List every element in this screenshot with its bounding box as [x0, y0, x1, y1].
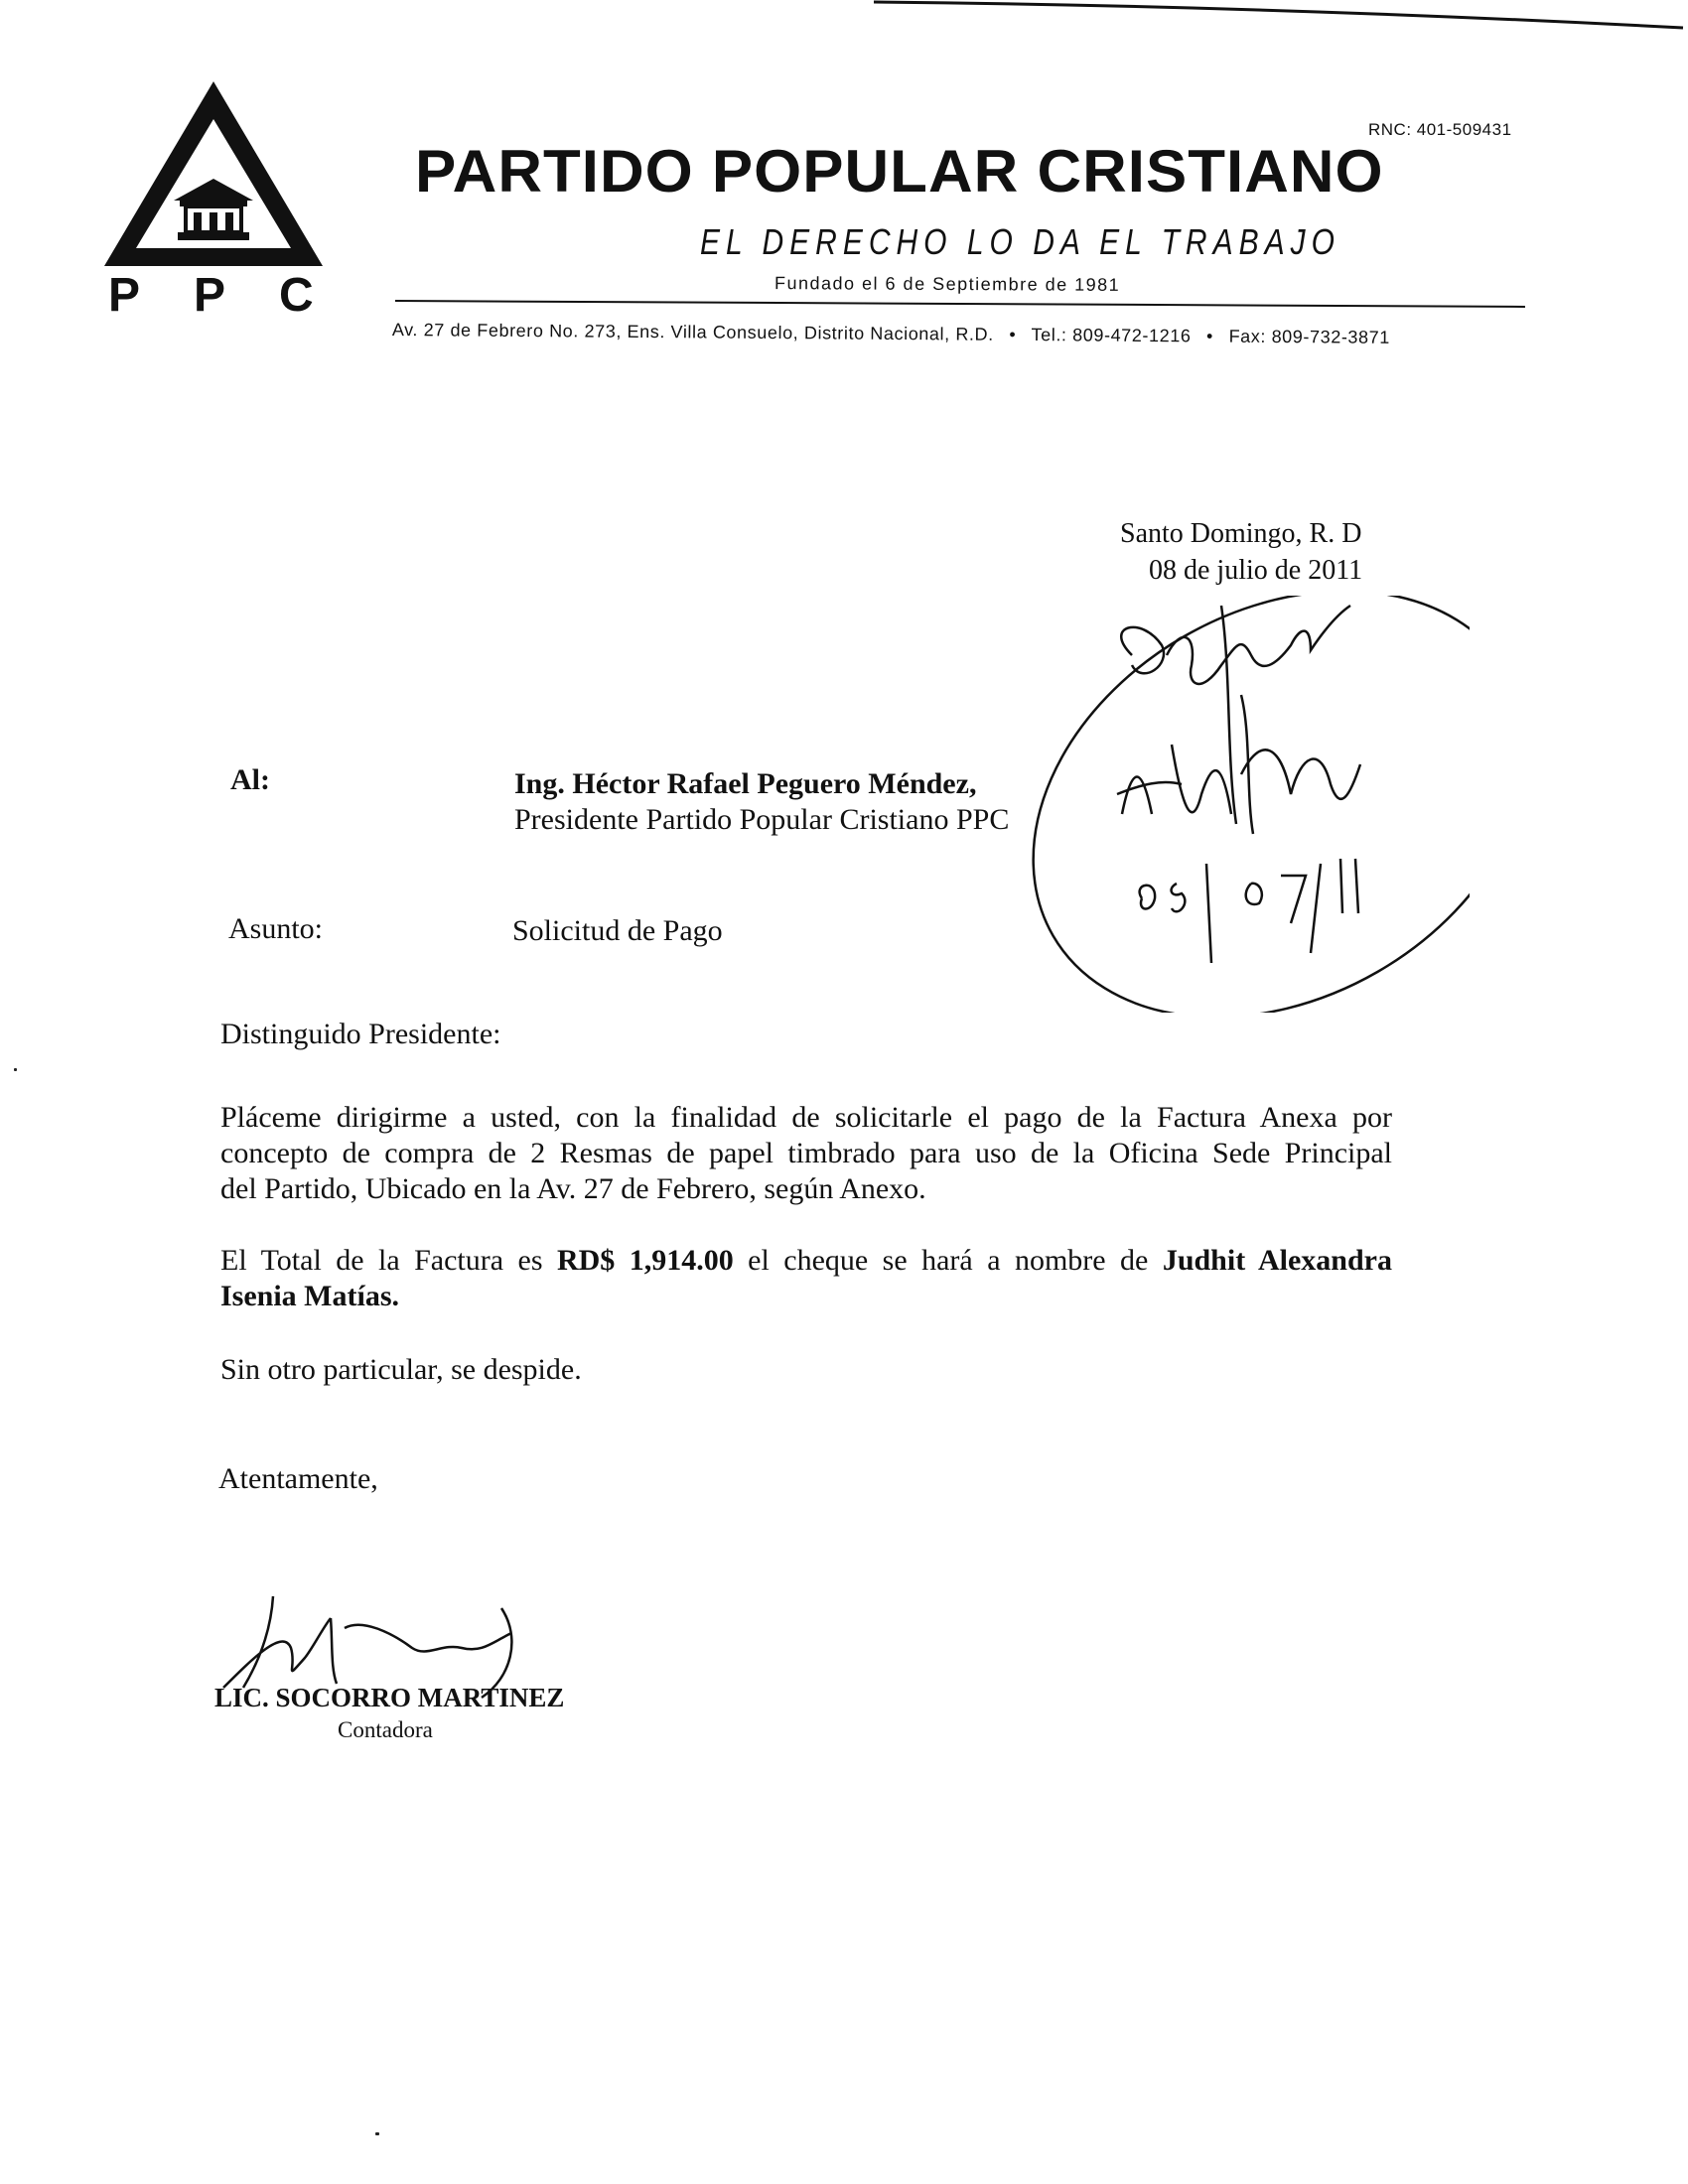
subject-value: Solicitud de Pago: [512, 914, 723, 947]
body-paragraph: [220, 1100, 1392, 1207]
header-divider: [395, 300, 1525, 308]
total-line: [220, 1243, 1392, 1279]
payee-name-part1: Judhit Alexandra: [1162, 1244, 1392, 1277]
signer-role: Contadora: [338, 1717, 433, 1742]
address-text: Av. 27 de Febrero No. 273, Ens. Villa Consuelo, Distrito Nacional, R.D.: [391, 320, 994, 344]
scan-edge-line: [874, 0, 1688, 30]
closing-phrase: Sin otro particular, se despide.: [220, 1353, 582, 1386]
signer-name: LIC. SOCORRO MARTINEZ: [214, 1683, 565, 1712]
letter-place: Santo Domingo, R. D: [1120, 518, 1362, 549]
recipient-title: Presidente Partido Popular Cristiano PPC: [514, 803, 1010, 836]
payee-name-part2: Isenia Matías.: [220, 1280, 399, 1312]
ppc-logo: [94, 77, 333, 316]
phone-text: Tel.: 809-472-1216: [1031, 325, 1192, 346]
paragraph-line: concepto de compra de 2 Resmas de papel timbrado para uso de la Oficina Sede Principal: [220, 1137, 1392, 1169]
salutation: Distinguido Presidente:: [220, 1018, 501, 1050]
regards: Atentamente,: [218, 1462, 378, 1495]
logo-letter-p1: P: [108, 269, 141, 316]
founded-date: Fundado el 6 de Septiembre de 1981: [774, 273, 1121, 295]
scan-speck: [375, 2132, 379, 2135]
organization-name: PARTIDO POPULAR CRISTIANO: [415, 138, 1384, 205]
total-prefix: El Total de la Factura es: [220, 1244, 557, 1277]
scan-speck: [14, 1068, 17, 1071]
recipient-label: Al:: [230, 763, 270, 796]
letter-date: 08 de julio de 2011: [1149, 555, 1363, 586]
recipient-name: Ing. Héctor Rafael Peguero Méndez,: [514, 767, 977, 800]
logo-letter-c: C: [279, 269, 314, 316]
contact-line: [392, 320, 1390, 348]
subject-label: Asunto:: [228, 912, 324, 945]
total-amount: RD$ 1,914.00: [556, 1244, 734, 1277]
organization-motto: EL DERECHO LO DA EL TRABAJO: [700, 223, 1340, 263]
total-line: [220, 1279, 1392, 1314]
paragraph-line: del Partido, Ubicado en la Av. 27 de Febrero, según Anexo.: [220, 1172, 926, 1205]
approval-annotation: [993, 596, 1470, 1013]
separator-dot: •: [1206, 326, 1214, 346]
rnc-number: RNC: 401-509431: [1368, 120, 1512, 139]
separator-dot: •: [1009, 324, 1017, 344]
total-middle: el cheque se hará a nombre de: [733, 1244, 1163, 1277]
fax-text: Fax: 809-732-3871: [1228, 326, 1391, 347]
paragraph-line: Pláceme dirigirme a usted, con la finalidad de solicitarle el pago de la Factura Anexa por: [220, 1101, 1392, 1134]
total-paragraph: [220, 1243, 1392, 1314]
logo-letter-p2: P: [194, 269, 226, 316]
